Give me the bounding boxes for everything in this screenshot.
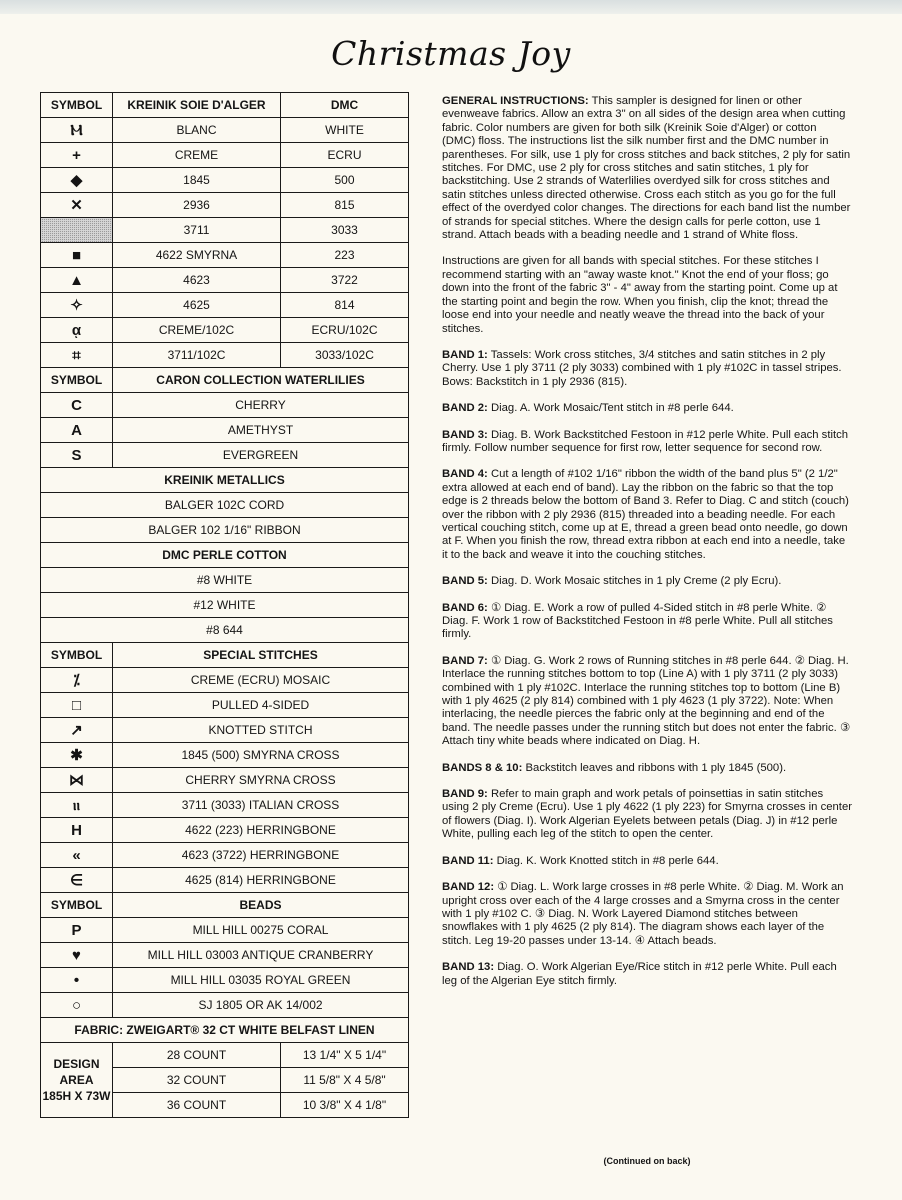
instruction-paragraph [442,762,852,775]
dmc-cell: WHITE [281,118,409,143]
square-filled-icon: ■ [41,243,113,268]
stitch-name-cell: 4625 (814) HERRINGBONE [113,868,409,893]
kreinik-cell: 1845 [113,168,281,193]
stitch-name-cell: CREME (ECRU) MOSAIC [113,668,409,693]
instructions [442,95,852,1001]
table-row [41,193,409,218]
bowtie-w-icon: Ⲙ [41,118,113,143]
stitch-name-cell: 4622 (223) HERRINGBONE [113,818,409,843]
stitch-name-cell: PULLED 4-SIDED [113,693,409,718]
symbol-header: SYMBOL [41,893,113,918]
table-row [41,918,409,943]
double-chevron-icon: « [41,843,113,868]
letter-symbol-icon: A [41,418,113,443]
diamond-icon: ◆ [41,168,113,193]
waterlilies-header-row [41,368,409,393]
table-row [41,143,409,168]
table-row [41,618,409,643]
instruction-text: This sampler is designed for linen or other evenweave fabrics. Allow an extra 3" on all sides of the design area when cutting fabric. Color numbers are given for both silk (Kreinik Soie d'Alger) or cotton (DMC) floss. The instructions list the silk number first and the DMC number in parentheses. For silk, use 1 ply for cross stitches and back stitches, 2 ply for satin stitches. For DMC, use 2 ply for cross stitches and satin stitches, 1 ply for backstitching. Use 2 strands of Waterlilies overdyed silk for cross stitches and satin stitches unless directed otherwise. Cross each stitch as you go for the full effect of the overdyed color changes. The directions for each band list the number of strands for special stitches. Where the design calls for perle cotton, use 1 strand. Attach beads with a beading needle and 1 strand of White floss. [442,95,851,242]
bead-name-cell: MILL HILL 00275 CORAL [113,918,409,943]
table-row [41,993,409,1018]
instruction-paragraph [442,429,852,456]
kreinik-cell: CREME/102C [113,318,281,343]
kreinik-cell: CREME [113,143,281,168]
dmc-cell: 3722 [281,268,409,293]
design-area-label-line: AREA [59,1073,94,1087]
table-row [41,393,409,418]
instruction-text: Diag. D. Work Mosaic stitches in 1 ply Creme (2 ply Ecru). [487,575,782,588]
instruction-text: Backstitch leaves and ribbons with 1 ply 1845 (500). [522,761,787,774]
instruction-text: ① Diag. L. Work large crosses in #8 perle White. ② Diag. M. Work an upright cross over each of the 4 large crosses and a Smyrna cross in the center with 1 ply #102 C. ③ Diag. N. Work Layered Diamond stitches between snowflakes with 1 ply 4625 (2 ply 814). The diagram shows each layer of the stitch. Leg 19-20 passes under 13-14. ④ Attach beads. [442,881,844,947]
perle-header: DMC PERLE COTTON [41,543,409,568]
double-bar-icon: ⲓⲓ [41,793,113,818]
table-row [41,493,409,518]
table-row [41,668,409,693]
symbol-header: SYMBOL [41,93,113,118]
perle-cell: #8 644 [41,618,409,643]
stitch-name-cell: 3711 (3033) ITALIAN CROSS [113,793,409,818]
circle-outline-icon: ○ [41,993,113,1018]
instruction-text: Diag. O. Work Algerian Eye/Rice stitch in #12 perle White. Pull each leg of the Algerian Eye stitch firmly. [442,961,837,987]
instruction-paragraph [442,961,852,988]
dmc-header: DMC [281,93,409,118]
bowtie-icon: ⋈ [41,768,113,793]
metallics-header: KREINIK METALLICS [41,468,409,493]
instruction-label: BAND 3: [442,428,488,441]
table-row [41,318,409,343]
table-row [41,443,409,468]
element-of-icon: ∈ [41,868,113,893]
table-row [41,218,409,243]
table-row [41,743,409,768]
instruction-text: Diag. B. Work Backstitched Festoon in #12 perle White. Pull each stitch firmly. Follow number sequence for first row, letter sequence for second row. [442,428,849,454]
bead-name-cell: MILL HILL 03035 ROYAL GREEN [113,968,409,993]
hash-icon: ⌗ [41,343,113,368]
table-row [41,968,409,993]
size-cell: 13 1/4" X 5 1/4" [281,1043,409,1068]
color-name-cell: AMETHYST [113,418,409,443]
symbol-header: SYMBOL [41,368,113,393]
instruction-text: ① Diag. G. Work 2 rows of Running stitches in #8 perle 644. ② Diag. H. Interlace the running stitches bottom to top (Line A) with 1 ply 3711 (2 ply 3033) combined with 1 ply #102C. Interlace the running stitches top to bottom (Line B) with 1 ply 4625 (2 ply 814) combined with 1 ply 4623 (1 ply 3722). Note: When interlacing, the needle pierces the fabric only at the beginning and end of the band. The needle passes under the running stitch but does not enter the fabric. ③ Attach tiny white beads where indicated on Diag. H. [442,654,851,748]
table-row [41,768,409,793]
scan-edge [0,0,902,14]
special-stitches-header: SPECIAL STITCHES [113,643,409,668]
instruction-label: BANDS 8 & 10: [442,761,523,774]
symbol-header: SYMBOL [41,643,113,668]
bead-name-cell: SJ 1805 OR AK 14/002 [113,993,409,1018]
beads-header: BEADS [113,893,409,918]
instruction-paragraph [442,602,852,642]
stitch-name-cell: CHERRY SMYRNA CROSS [113,768,409,793]
instruction-label: BAND 6: [442,601,488,614]
kreinik-cell: 3711/102C [113,343,281,368]
kreinik-cell: BLANC [113,118,281,143]
table-row [41,268,409,293]
metallics-header-row [41,468,409,493]
plus-icon: + [41,143,113,168]
kreinik-cell: 4622 SMYRNA [113,243,281,268]
kreinik-cell: 4623 [113,268,281,293]
fabric-cell: FABRIC: ZWEIGART® 32 CT WHITE BELFAST LINEN [41,1018,409,1043]
table-row [41,343,409,368]
table-row [41,843,409,868]
instruction-text: Diag. A. Work Mosaic/Tent stitch in #8 perle 644. [487,402,734,415]
perle-header-row [41,543,409,568]
instruction-label: BAND 4: [442,468,488,481]
instruction-paragraph [442,349,852,389]
stitch-name-cell: 4623 (3722) HERRINGBONE [113,843,409,868]
waterlilies-header: CARON COLLECTION WATERLILIES [113,368,409,393]
kreinik-cell: 2936 [113,193,281,218]
instruction-label: BAND 13: [442,961,495,974]
dmc-cell: ECRU [281,143,409,168]
mosaic-icon: ⁒ [41,668,113,693]
beads-header-row [41,893,409,918]
instruction-label: GENERAL INSTRUCTIONS: [442,95,589,107]
instruction-paragraph [442,255,852,335]
table-row [41,718,409,743]
heart-icon: ♥ [41,943,113,968]
metallic-cell: BALGER 102 1/16" RIBBON [41,518,409,543]
size-cell: 11 5/8" X 4 5/8" [281,1068,409,1093]
instruction-paragraph [442,881,852,948]
letter-symbol-icon: S [41,443,113,468]
stitch-name-cell: 1845 (500) SMYRNA CROSS [113,743,409,768]
table-row [41,818,409,843]
letter-symbol-icon: C [41,393,113,418]
dot-icon: • [41,968,113,993]
dmc-cell: 815 [281,193,409,218]
fabric-row [41,1018,409,1043]
count-cell: 36 COUNT [113,1093,281,1118]
dmc-cell: ECRU/102C [281,318,409,343]
instruction-label: BAND 11: [442,854,494,867]
arrow-up-right-icon: ↗ [41,718,113,743]
design-area-label-line: DESIGN [53,1057,100,1071]
instruction-paragraph [442,402,852,415]
x-icon: ✕ [41,193,113,218]
asterisk-icon: ✱ [41,743,113,768]
instruction-text: Tassels: Work cross stitches, 3/4 stitches and satin stitches in 2 ply Cherry. Use 1 ply 3711 (2 ply 3033) combined with 1 ply #102C in tassel stripes. Bows: Backstitch in 1 ply 2936 (815). [442,348,842,388]
design-area-label [41,1043,113,1118]
stitch-name-cell: KNOTTED STITCH [113,718,409,743]
dmc-cell: 814 [281,293,409,318]
table-row [41,593,409,618]
instruction-paragraph [442,468,852,562]
instruction-text: Diag. K. Work Knotted stitch in #8 perle 644. [493,854,719,867]
legend-table [40,92,409,1118]
instruction-paragraph [442,575,852,588]
instruction-text: Cut a length of #102 1/16" ribbon the width of the band plus 5" (2 1/2" extra allowed at each end of band). Lay the ribbon on the fabric so that the top edge is 2 threads below the bottom of Band 3. Refer to Diag. C and stitch (couch) over the ribbon with 2 ply 2936 (815) threaded into a beading needle. For each vertical couching stitch, come up at E, thread a green bead onto needle, go down at F. When you finish the row, thread extra ribbon at each end into a needle, take it to the back and weave it into the couching stitches. [442,468,849,561]
instruction-label: BAND 7: [442,654,488,667]
instruction-text: Refer to main graph and work petals of poinsettias in satin stitches using 2 ply Creme (Ecru). Use 1 ply 4622 (1 ply 223) for Smyrna crosses in center of flowers (Diag. I). Work Algerian Eyelets between petals (Diag. J) in #12 perle White, pulling each leg of the stitch to open the center. [442,788,852,841]
instruction-label: BAND 1: [442,348,488,361]
perle-cell: #8 WHITE [41,568,409,593]
instruction-paragraph [442,788,852,842]
metallic-cell: BALGER 102C CORD [41,493,409,518]
table-row [41,693,409,718]
table-row [41,118,409,143]
alpha-icon: ᾳ [41,318,113,343]
instruction-paragraph [442,95,852,242]
p-icon: P [41,918,113,943]
color-name-cell: CHERRY [113,393,409,418]
dmc-cell: 500 [281,168,409,193]
instruction-label: BAND 9: [442,788,488,801]
table-row [41,243,409,268]
table-row [41,568,409,593]
square-outline-icon: □ [41,693,113,718]
instruction-label: BAND 12: [442,881,495,894]
table-row [41,793,409,818]
table-row [41,868,409,893]
kreinik-header: KREINIK SOIE D'ALGER [113,93,281,118]
sparkle-icon: ✧ [41,293,113,318]
table-row [41,418,409,443]
special-header-row [41,643,409,668]
perle-cell: #12 WHITE [41,593,409,618]
dmc-cell: 223 [281,243,409,268]
table-row [41,943,409,968]
table-row [41,518,409,543]
instruction-label: BAND 2: [442,402,488,415]
table-row [41,293,409,318]
color-name-cell: EVERGREEN [113,443,409,468]
triangle-icon: ▲ [41,268,113,293]
dmc-cell: 3033/102C [281,343,409,368]
page-title: Christmas Joy [331,34,571,73]
shaded-fill-icon [41,218,113,243]
instruction-paragraph [442,855,852,868]
dmc-cell: 3033 [281,218,409,243]
instruction-text: ① Diag. E. Work a row of pulled 4-Sided stitch in #8 perle White. ② Diag. F. Work 1 row of Backstitched Festoon in #8 perle White. Pull all stitches firmly. [442,601,833,641]
kreinik-cell: 3711 [113,218,281,243]
design-area-row [41,1043,409,1068]
continued-note: (Continued on back) [603,1156,691,1166]
kreinik-cell: 4625 [113,293,281,318]
h-icon: H [41,818,113,843]
bead-name-cell: MILL HILL 03003 ANTIQUE CRANBERRY [113,943,409,968]
instruction-text: Instructions are given for all bands with special stitches. For these stitches I recommend starting with an "away waste knot." Knot the end of your floss; go down into the front of the fabric 3" - 4" away from the starting point. Come up at the starting point and begin the row. When you finish, clip the knot; thread the loose end into your needle and neatly weave the thread into the back of your stitches. [442,255,838,335]
silk-header-row [41,93,409,118]
table-row [41,168,409,193]
count-cell: 32 COUNT [113,1068,281,1093]
design-area-label-line: 185H X 73W [42,1089,111,1103]
instruction-paragraph [442,655,852,749]
count-cell: 28 COUNT [113,1043,281,1068]
size-cell: 10 3/8" X 4 1/8" [281,1093,409,1118]
instruction-label: BAND 5: [442,575,488,588]
